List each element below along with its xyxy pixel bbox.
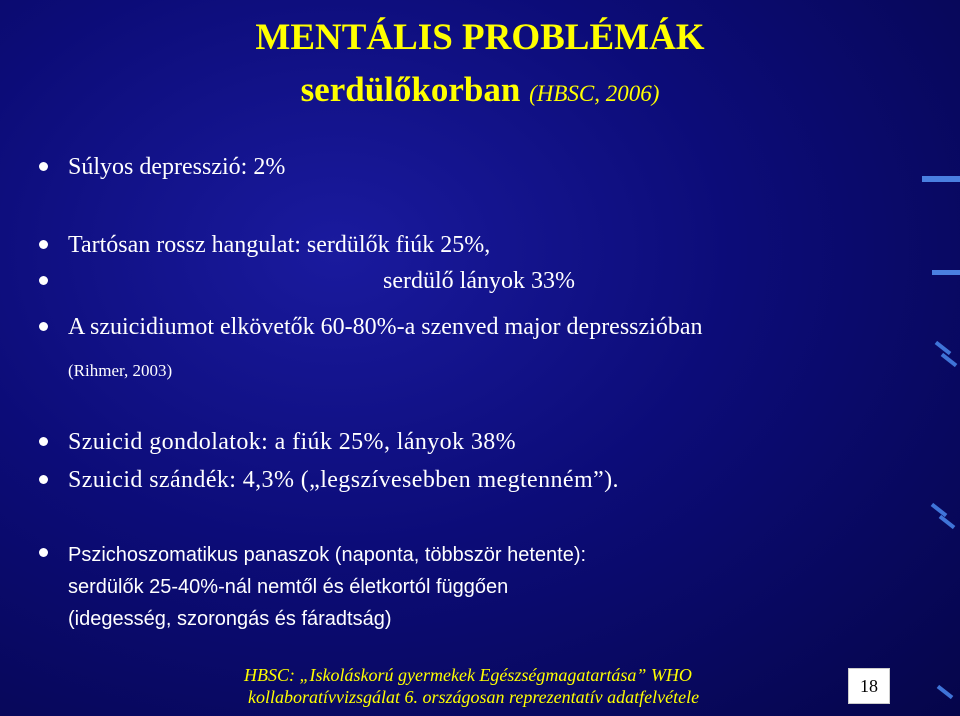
bullet-icon bbox=[39, 162, 48, 171]
bullet-icon bbox=[39, 548, 48, 557]
bullet-icon bbox=[39, 240, 48, 249]
slide-subtitle bbox=[0, 70, 960, 114]
subtitle-text: serdülőkorban bbox=[300, 70, 521, 109]
decor-stripe bbox=[931, 503, 948, 517]
bullet-severe-depression: Súlyos depresszió: 2% bbox=[68, 154, 286, 180]
footer-line-2: kollaboratívvizsgálat 6. országosan reprezentatív adatfelvétele bbox=[248, 687, 700, 707]
bullet-bad-mood: Tartósan rossz hangulat: serdülők fiúk 25%, bbox=[68, 232, 491, 258]
bullet-icon bbox=[39, 276, 48, 285]
bullet-icon bbox=[39, 475, 48, 484]
decor-stripe bbox=[941, 353, 958, 367]
bullet-suicidal-intent: Szuicid szándék: 4,3% („legszívesebben megtenném”). bbox=[68, 467, 619, 493]
psychosomatic-detail: serdülők 25-40%-nál nemtől és életkortól függően bbox=[68, 576, 509, 598]
slide-title: MENTÁLIS PROBLÉMÁK bbox=[255, 17, 705, 58]
page-number: 18 bbox=[848, 668, 890, 704]
subtitle-citation: (HBSC, 2006) bbox=[529, 81, 660, 106]
bullet-icon bbox=[39, 437, 48, 446]
reference-rihmer: (Rihmer, 2003) bbox=[68, 361, 173, 380]
bullet-suicide-depression: A szuicidiumot elkövetők 60-80%-a szenved major depresszióban bbox=[68, 314, 703, 340]
bullet-bad-mood-girls: serdülő lányok 33% bbox=[383, 268, 575, 294]
bullet-icon bbox=[39, 322, 48, 331]
decor-stripe bbox=[939, 515, 956, 529]
decor-bar bbox=[932, 270, 960, 275]
decor-stripe bbox=[937, 685, 954, 699]
decor-bar bbox=[922, 176, 960, 182]
bullet-psychosomatic: Pszichoszomatikus panaszok (naponta, többször hetente): bbox=[68, 544, 587, 566]
bullet-suicidal-thoughts: Szuicid gondolatok: a fiúk 25%, lányok 38% bbox=[68, 429, 517, 455]
footer-line-1: HBSC: „Iskoláskorú gyermekek Egészségmagatartása” WHO bbox=[244, 665, 692, 685]
psychosomatic-symptoms: (idegesség, szorongás és fáradtság) bbox=[68, 608, 392, 630]
